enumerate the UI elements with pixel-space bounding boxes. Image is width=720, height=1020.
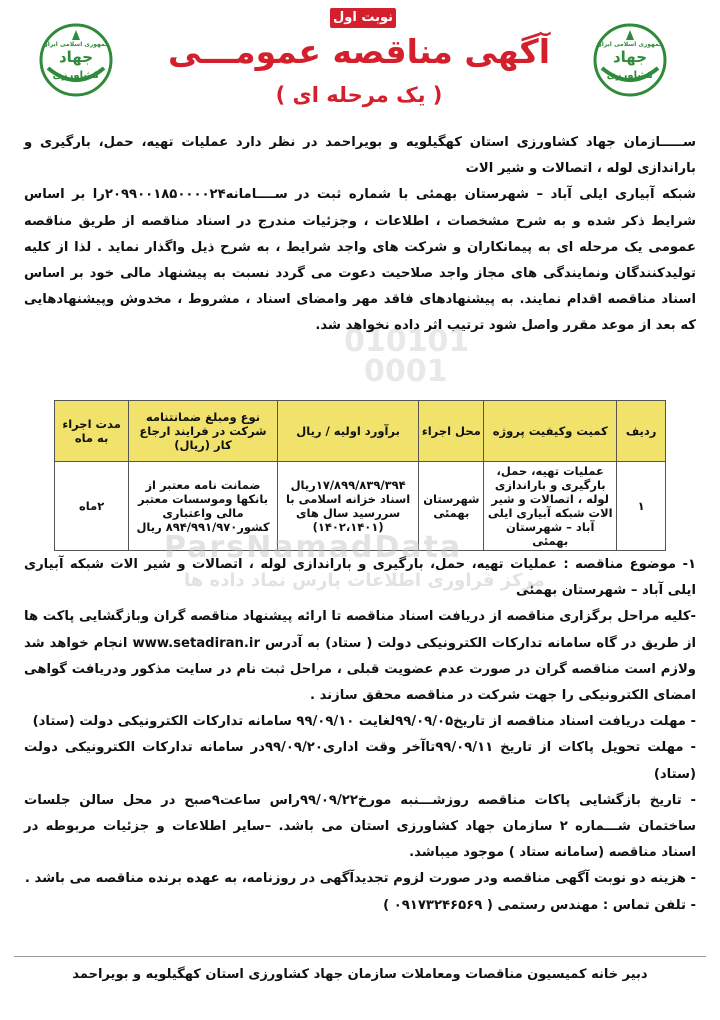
cell-guarantee: ضمانت نامه معتبر از بانکها وموسسات معتبر مالی واعتباری کشور۸۹۴/۹۹۱/۹۷۰ ریال bbox=[129, 462, 278, 551]
watermark-digits-2: 0001 bbox=[364, 354, 448, 389]
round-badge: نوبت اول bbox=[330, 8, 396, 28]
notice-subtitle: ( یک مرحله ای ) bbox=[275, 83, 443, 107]
cell-estimate: ۱۷/۸۹۹/۸۳۹/۳۹۴ریال اسناد خزانه اسلامی با سررسید سال های (۱۴۰۲،۱۴۰۱) bbox=[277, 462, 419, 551]
cell-duration: ۲ماه bbox=[55, 462, 129, 551]
intro-paragraph-2: شبکه آبیاری ایلی آباد – شهرستان بهمئی با شماره ثبت در ســــامانه۲۰۹۹۰۰۱۸۵۰۰۰۰۲۴را بر اساس شرایط ذکر شده و به شرح مشخصات ، اطلاعات ، وجزئیات مندرج در اسناد مناقصه از طریق مناقصه عمومی یک مرحله ای به پیمانکاران و شرکت های واجد شرایط ، به شرح ذیل واگذار نماید . لذا از کلیه تولیدکنندگان ونمایندگی های مجاز واجد صلاحیت دعوت می گردد نسبت به پیشنهاد مالی خود بر اساس اسناد مناقصه اقدام نمایند. به پیشنهادهای فاقد مهر وامضای اسناد ، مشروط ، مخدوش وپیشنهادهایی که بعد از موعد مقرر واصل شود ترتیب اثر داده نخواهد شد. bbox=[24, 187, 696, 334]
submission-deadline-line: - مهلت تحویل پاکات از تاریخ ۹۹/۰۹/۱۱تاآخر وقت اداری۹۹/۰۹/۲۰در سامانه تدارکات الکترونیکی دولت (ستاد) bbox=[24, 740, 696, 782]
jahad-logo-icon bbox=[38, 22, 114, 98]
process-text-a: -کلیه مراحل برگزاری مناقصه از دریافت اسناد مناقصه تا ارائه پیشنهاد مناقصه گران وبازگشایی پاکت ها از طریق در گاه سامانه تدارکات الکترونیکی دولت ( ستاد) به آدرس bbox=[24, 609, 696, 651]
process-text-b: انجام خواهد شد ولازم است مناقصه گران در صورت عدم عضویت قبلی ، مراحل ثبت نام در سایت مذکور ودریافت گواهی امضای الکترونیکی را جهت شرکت در مناقصه محقق سازند . bbox=[24, 635, 696, 704]
th-guarantee: نوع ومبلغ ضمانتنامه شرکت در فرایند ارجاع کار (ریال) bbox=[129, 401, 278, 462]
logo-top-small-text: جمهوری اسلامی ایران bbox=[596, 41, 664, 48]
contact-line: - تلفن تماس : مهندس رستمی ( ۰۹۱۷۳۲۴۶۵۶۹ ) bbox=[383, 897, 696, 913]
th-row-number: ردیف bbox=[617, 401, 666, 462]
logo-bottom-text: کشاورزی bbox=[52, 70, 100, 81]
details-text bbox=[24, 552, 696, 919]
th-duration: مدت اجراء به ماه bbox=[55, 401, 129, 462]
watermark-brand: ParsNamadData bbox=[164, 530, 463, 565]
cell-project: عملیات تهیه، حمل، بارگیری و باراندازی لوله ، اتصالات و شیر الات شبکه آبیاری ایلی آباد – شهرستان بهمئی bbox=[484, 462, 617, 551]
th-location: محل اجراء bbox=[419, 401, 484, 462]
cell-location: شهرستان بهمئی bbox=[419, 462, 484, 551]
cell-row-number: ۱ bbox=[617, 462, 666, 551]
jahad-logo-left bbox=[38, 22, 114, 98]
footer-signature: دبیر خانه کمیسیون مناقصات ومعاملات سازمان جهاد کشاورزی استان کهگیلویه و بویراحمد bbox=[14, 956, 706, 993]
th-estimate: برآورد اولیه / ریال bbox=[277, 401, 419, 462]
watermark-digits-1: 010101 bbox=[344, 324, 470, 359]
subject-line: ۱- موضوع مناقصه : عملیات تهیه، حمل، بارگیری و باراندازی لوله ، اتصالات و شیر الات شبکه آبیاری ایلی آباد – شهرستان بهمئی bbox=[24, 557, 696, 599]
notice-title: آگهی مناقصه عمومـــی bbox=[167, 32, 551, 71]
tender-table bbox=[54, 400, 666, 551]
tender-notice bbox=[14, 4, 706, 1010]
docs-deadline-line: - مهلت دریافت اسناد مناقصه از تاریخ۹۹/۰۹/۰۵لغایت ۹۹/۰۹/۱۰ سامانه تدارکات الکترونیکی دولت (ستاد) bbox=[32, 714, 696, 730]
jahad-logo-icon bbox=[592, 22, 668, 98]
process-line bbox=[24, 604, 696, 709]
table-row bbox=[55, 462, 666, 551]
th-project: کمیت وکیفیت پروژه bbox=[484, 401, 617, 462]
header bbox=[14, 4, 706, 122]
intro-paragraph-1: ســـــازمان جهاد کشاورزی استان کهگیلویه و بویراحمد در نظر دارد عملیات تهیه، حمل، بارگیری و باراندازی لوله ، اتصالات و شیر الات bbox=[24, 135, 696, 177]
intro-text bbox=[24, 130, 696, 340]
logo-top-text: جهاد bbox=[58, 48, 94, 66]
jahad-logo-right bbox=[592, 22, 668, 98]
watermark-fa: مرکز فراوری اطلاعات پارس نماد داده ها bbox=[184, 570, 545, 591]
logo-top-small-text: جمهوری اسلامی ایران bbox=[42, 41, 110, 48]
table-header-row bbox=[55, 401, 666, 462]
logo-top-text: جهاد bbox=[612, 48, 648, 66]
logo-bottom-text: کشاورزی bbox=[606, 70, 654, 81]
ad-cost-line: - هزینه دو نوبت آگهی مناقصه ودر صورت لزوم تجدیدآگهی در روزنامه، به عهده برنده مناقصه می باشد . bbox=[24, 871, 696, 887]
opening-date-line: - تاریخ بازگشایی پاکات مناقصه روزشـــنبه مورخ۹۹/۰۹/۲۲راس ساعت۹صبح در محل سالن جلسات ساختمان شـــماره ۲ سازمان جهاد کشاورزی استان می باشد. –سایر اطلاعات و جزئیات مربوطه در اسناد مناقصه (سامانه ستاد ) موجود میباشد. bbox=[24, 792, 696, 861]
setad-url: www.setadiran.ir bbox=[132, 635, 260, 651]
